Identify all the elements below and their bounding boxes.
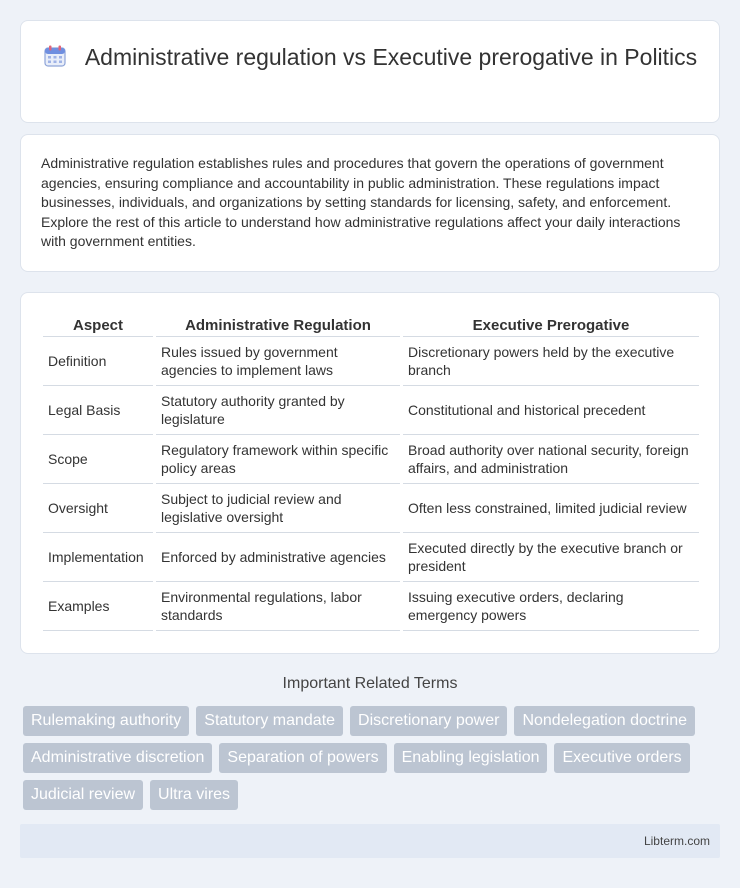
page-title	[41, 43, 699, 72]
related-terms-list	[23, 706, 723, 810]
header-aspect: Aspect	[43, 315, 153, 337]
admin-cell: Enforced by administrative agencies	[156, 533, 400, 582]
term-chip[interactable]: Executive orders	[554, 743, 689, 773]
intro-card	[20, 134, 720, 272]
table-row	[43, 435, 699, 484]
admin-cell: Regulatory framework within specific policy areas	[156, 435, 400, 484]
intro-paragraph: Administrative regulation establishes rules and procedures that govern the operations of government agencies, ensuring compliance and accountability in public administration. These regulations impact businesses, individuals, and organizations by setting standards for licensing, safety, and enforcement. Explore the rest of this article to understand how administrative regulations affect your daily interactions with government entities.	[41, 155, 681, 250]
table-header-row	[43, 315, 699, 337]
aspect-cell: Legal Basis	[43, 386, 153, 435]
admin-cell: Rules issued by government agencies to implement laws	[156, 337, 400, 386]
related-terms-title: Important Related Terms	[282, 675, 458, 692]
aspect-cell: Definition	[43, 337, 153, 386]
table-row	[43, 533, 699, 582]
title-card	[20, 20, 720, 123]
admin-cell: Environmental regulations, labor standards	[156, 582, 400, 631]
aspect-cell: Oversight	[43, 484, 153, 533]
aspect-cell: Implementation	[43, 533, 153, 582]
term-chip[interactable]: Administrative discretion	[23, 743, 212, 773]
table-row	[43, 484, 699, 533]
term-chip[interactable]: Statutory mandate	[196, 706, 343, 736]
comparison-card	[20, 292, 720, 654]
admin-cell: Statutory authority granted by legislature	[156, 386, 400, 435]
aspect-cell: Scope	[43, 435, 153, 484]
exec-cell: Executed directly by the executive branch or president	[403, 533, 699, 582]
header-executive-prerogative: Executive Prerogative	[403, 315, 699, 337]
exec-cell: Broad authority over national security, foreign affairs, and administration	[403, 435, 699, 484]
term-chip[interactable]: Enabling legislation	[394, 743, 548, 773]
calendar-icon	[43, 44, 67, 68]
admin-cell: Subject to judicial review and legislative oversight	[156, 484, 400, 533]
footer-brand-link[interactable]: Libterm.com	[643, 834, 710, 848]
term-chip[interactable]: Judicial review	[23, 780, 143, 810]
footer	[20, 824, 720, 858]
comparison-table	[43, 315, 699, 631]
term-chip[interactable]: Rulemaking authority	[23, 706, 189, 736]
table-row	[43, 337, 699, 386]
term-chip[interactable]: Separation of powers	[219, 743, 386, 773]
exec-cell: Often less constrained, limited judicial review	[403, 484, 699, 533]
table-row	[43, 582, 699, 631]
aspect-cell: Examples	[43, 582, 153, 631]
term-chip[interactable]: Ultra vires	[150, 780, 238, 810]
header-administrative-regulation: Administrative Regulation	[156, 315, 400, 337]
exec-cell: Issuing executive orders, declaring emergency powers	[403, 582, 699, 631]
page-title-text: Administrative regulation vs Executive prerogative in Politics	[84, 44, 698, 70]
term-chip[interactable]: Discretionary power	[350, 706, 507, 736]
term-chip[interactable]: Nondelegation doctrine	[514, 706, 695, 736]
table-row	[43, 386, 699, 435]
exec-cell: Constitutional and historical precedent	[403, 386, 699, 435]
exec-cell: Discretionary powers held by the executive branch	[403, 337, 699, 386]
